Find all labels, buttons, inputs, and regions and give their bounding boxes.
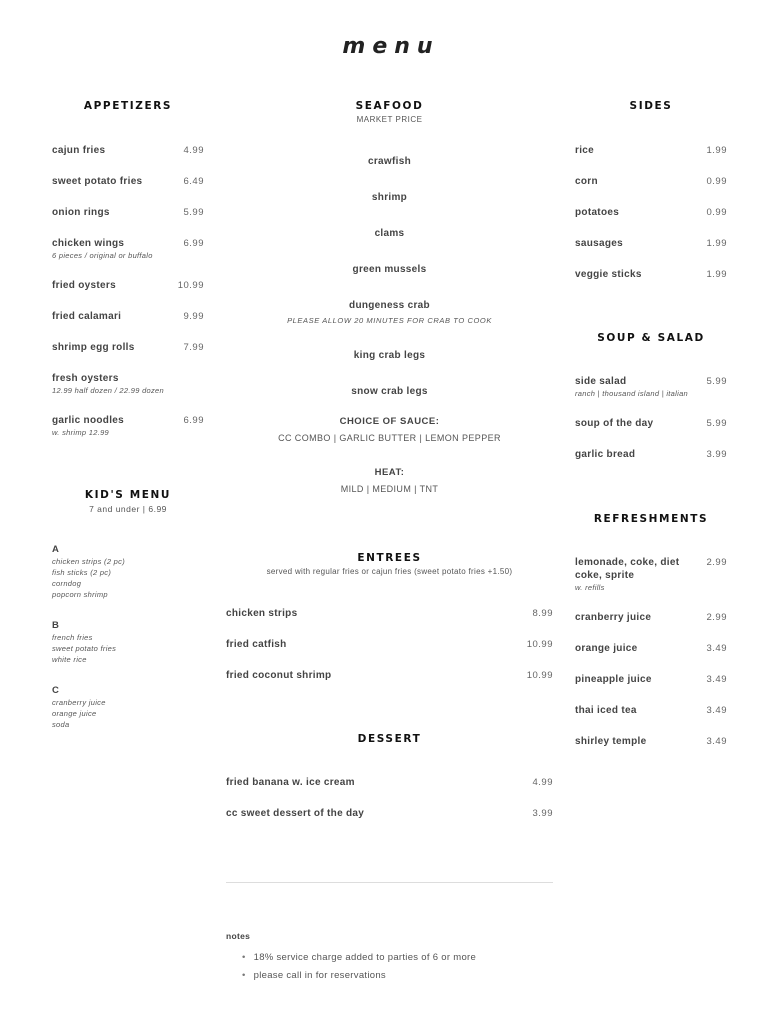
item-info xyxy=(575,206,619,219)
kids-group xyxy=(52,620,204,665)
item-name: dungeness crab xyxy=(349,300,430,311)
entrees-subtitle: served with regular fries or cajun fries (sweet potato fries +1.50) xyxy=(266,567,513,576)
entrees-list xyxy=(226,607,553,700)
item-description: 12.99 half dozen / 22.99 dozen xyxy=(52,386,165,395)
item-price: 1.99 xyxy=(706,269,727,280)
refreshments-list xyxy=(575,556,727,766)
item-name: fresh oysters xyxy=(52,373,119,384)
item-price: 10.99 xyxy=(526,639,553,650)
item-price: 6.49 xyxy=(183,176,204,187)
menu-item xyxy=(226,607,553,620)
seafood-item xyxy=(226,263,553,276)
kids-group-item: cranberry juice xyxy=(52,698,106,707)
item-info xyxy=(52,279,116,292)
sauce-label: CHOICE OF SAUCE: xyxy=(339,416,440,427)
item-price: 5.99 xyxy=(706,418,727,429)
item-info xyxy=(52,372,164,396)
kids-menu-heading: KID'S MENU xyxy=(84,489,172,501)
item-price: 4.99 xyxy=(532,777,553,788)
item-name: garlic bread xyxy=(575,449,636,460)
seafood-item xyxy=(226,191,553,204)
menu-item xyxy=(575,175,727,188)
item-name: thai iced tea xyxy=(575,705,637,716)
item-price: 0.99 xyxy=(706,176,727,187)
item-price: 3.49 xyxy=(706,674,727,685)
kids-group-item: corndog xyxy=(52,579,82,588)
item-name: shrimp egg rolls xyxy=(52,342,135,353)
item-price: 3.99 xyxy=(706,449,727,460)
item-description: w. refills xyxy=(575,583,605,592)
item-price: 4.99 xyxy=(183,145,204,156)
item-info xyxy=(575,642,638,655)
item-info xyxy=(226,638,287,651)
item-price: 1.99 xyxy=(706,238,727,249)
menu-item xyxy=(226,638,553,651)
item-name: fried catfish xyxy=(226,639,287,650)
entrees-heading: ENTREES xyxy=(357,552,422,564)
sauce-options: CC COMBO | GARLIC BUTTER | LEMON PEPPER xyxy=(278,433,501,443)
item-info xyxy=(575,556,697,593)
appetizers-list xyxy=(52,144,204,456)
item-name: pineapple juice xyxy=(575,674,652,685)
item-price: 5.99 xyxy=(706,376,727,387)
seafood-item xyxy=(226,155,553,168)
item-name: crawfish xyxy=(368,156,411,167)
kids-group-item: sweet potato fries xyxy=(52,644,117,653)
sauce-section xyxy=(226,416,553,443)
menu-item xyxy=(575,268,727,281)
kids-group-item: chicken strips (2 pc) xyxy=(52,557,125,566)
note-item: • please call in for reservations xyxy=(226,967,553,985)
item-description: PLEASE ALLOW 20 MINUTES FOR CRAB TO COOK xyxy=(287,316,492,325)
item-price: 10.99 xyxy=(526,670,553,681)
menu-item xyxy=(575,144,727,157)
seafood-item xyxy=(226,349,553,362)
item-name: rice xyxy=(575,145,594,156)
item-name: onion rings xyxy=(52,207,110,218)
item-price: 3.49 xyxy=(706,736,727,747)
item-name: fried banana w. ice cream xyxy=(226,777,355,788)
seafood-item xyxy=(226,227,553,240)
item-name: fried coconut shrimp xyxy=(226,670,332,681)
item-info xyxy=(575,144,594,157)
item-name: snow crab legs xyxy=(351,386,428,397)
item-info xyxy=(52,206,110,219)
menu-item xyxy=(575,448,727,461)
item-name: lemonade, coke, diet coke, sprite xyxy=(575,557,680,581)
item-name: fried calamari xyxy=(52,311,122,322)
dessert-list xyxy=(226,776,553,838)
menu-item xyxy=(226,776,553,789)
menu-item xyxy=(575,375,727,399)
menu-item xyxy=(575,735,727,748)
item-name: cc sweet dessert of the day xyxy=(226,808,365,819)
item-name: shirley temple xyxy=(575,736,647,747)
menu-item xyxy=(575,704,727,717)
menu-item xyxy=(575,673,727,686)
notes-section xyxy=(226,930,553,985)
kids-group-item: white rice xyxy=(52,655,87,664)
item-description: ranch | thousand island | italian xyxy=(575,389,689,398)
kids-menu-subtitle: 7 and under | 6.99 xyxy=(89,504,167,514)
menu-item xyxy=(52,237,204,261)
menu-item xyxy=(52,341,204,354)
item-name: king crab legs xyxy=(353,350,426,361)
item-name: side salad xyxy=(575,376,627,387)
divider xyxy=(226,882,553,883)
item-price: 2.99 xyxy=(706,612,727,623)
page-title: menu xyxy=(342,34,440,59)
item-description: w. shrimp 12.99 xyxy=(52,428,110,437)
menu-item xyxy=(575,642,727,655)
item-info xyxy=(575,237,623,250)
item-info xyxy=(52,237,153,261)
item-name: garlic noodles xyxy=(52,415,124,426)
item-description: 6 pieces / original or buffalo xyxy=(52,251,153,260)
item-price: 1.99 xyxy=(706,145,727,156)
item-info xyxy=(575,673,652,686)
item-name: cranberry juice xyxy=(575,612,652,623)
item-price: 3.49 xyxy=(706,643,727,654)
item-info xyxy=(575,611,651,624)
item-name: chicken strips xyxy=(226,608,298,619)
item-info xyxy=(52,144,105,157)
kids-group-item: orange juice xyxy=(52,709,97,718)
item-info xyxy=(52,414,124,438)
seafood-subtitle: MARKET PRICE xyxy=(356,115,423,124)
seafood-heading: SEAFOOD xyxy=(355,100,424,112)
item-price xyxy=(194,372,204,396)
item-info xyxy=(575,268,642,281)
kids-group xyxy=(52,544,204,600)
item-info xyxy=(226,776,355,789)
kids-group-label: A xyxy=(52,544,59,555)
item-info xyxy=(575,417,653,430)
menu-item xyxy=(575,237,727,250)
appetizers-heading: APPETIZERS xyxy=(83,100,173,112)
item-name: soup of the day xyxy=(575,418,654,429)
kids-group xyxy=(52,685,204,730)
menu-item xyxy=(575,611,727,624)
menu-item xyxy=(52,206,204,219)
item-info xyxy=(52,341,135,354)
item-price: 10.99 xyxy=(177,280,204,291)
dessert-heading: DESSERT xyxy=(357,733,422,745)
item-info xyxy=(52,175,142,188)
soup-salad-heading: SOUP & SALAD xyxy=(597,332,705,344)
item-price: 7.99 xyxy=(183,342,204,353)
item-name: veggie sticks xyxy=(575,269,642,280)
item-price: 2.99 xyxy=(706,557,727,568)
item-name: shrimp xyxy=(371,192,408,203)
item-info xyxy=(575,704,637,717)
item-price: 0.99 xyxy=(706,207,727,218)
notes-heading: notes xyxy=(226,931,251,941)
menu-item xyxy=(226,669,553,682)
sides-list xyxy=(575,144,727,299)
item-price: 3.99 xyxy=(532,808,553,819)
item-name: orange juice xyxy=(575,643,638,654)
heat-label: HEAT: xyxy=(374,467,405,478)
menu-item xyxy=(575,556,727,593)
item-price: 5.99 xyxy=(183,207,204,218)
item-name: sweet potato fries xyxy=(52,176,143,187)
kids-group-item: soda xyxy=(52,720,70,729)
item-name: clams xyxy=(374,228,405,239)
item-name: sausages xyxy=(575,238,623,249)
item-info xyxy=(575,448,635,461)
kids-group-item: fish sticks (2 pc) xyxy=(52,568,112,577)
menu-item xyxy=(52,414,204,438)
item-price: 9.99 xyxy=(183,311,204,322)
menu-item xyxy=(52,372,204,396)
soup-salad-list xyxy=(575,375,727,479)
note-item: • 18% service charge added to parties of 6 or more xyxy=(226,949,553,967)
item-name: corn xyxy=(575,176,598,187)
seafood-list xyxy=(226,155,553,421)
kids-menu-list xyxy=(52,544,204,750)
seafood-item xyxy=(226,299,553,326)
item-info xyxy=(226,807,364,820)
item-info xyxy=(226,669,331,682)
menu-item xyxy=(575,206,727,219)
item-info xyxy=(575,735,646,748)
item-price: 6.99 xyxy=(183,415,204,426)
menu-item xyxy=(52,279,204,292)
menu-item xyxy=(226,807,553,820)
heat-options: MILD | MEDIUM | TNT xyxy=(340,484,439,494)
item-price: 6.99 xyxy=(183,238,204,249)
kids-group-label: C xyxy=(52,685,59,696)
kids-group-item: popcorn shrimp xyxy=(52,590,108,599)
item-info xyxy=(226,607,297,620)
item-name: potatoes xyxy=(575,207,620,218)
heat-section xyxy=(226,467,553,494)
item-name: chicken wings xyxy=(52,238,125,249)
menu-item xyxy=(575,417,727,430)
item-price: 8.99 xyxy=(532,608,553,619)
item-name: cajun fries xyxy=(52,145,106,156)
sides-heading: SIDES xyxy=(629,100,673,112)
item-price: 3.49 xyxy=(706,705,727,716)
item-info xyxy=(575,175,598,188)
item-name: green mussels xyxy=(352,264,427,275)
menu-item xyxy=(52,175,204,188)
kids-group-label: B xyxy=(52,620,59,631)
seafood-item xyxy=(226,385,553,398)
menu-item xyxy=(52,144,204,157)
item-info xyxy=(575,375,688,399)
item-name: fried oysters xyxy=(52,280,116,291)
refreshments-heading: REFRESHMENTS xyxy=(593,513,709,525)
kids-group-item: french fries xyxy=(52,633,93,642)
menu-item xyxy=(52,310,204,323)
item-info xyxy=(52,310,121,323)
